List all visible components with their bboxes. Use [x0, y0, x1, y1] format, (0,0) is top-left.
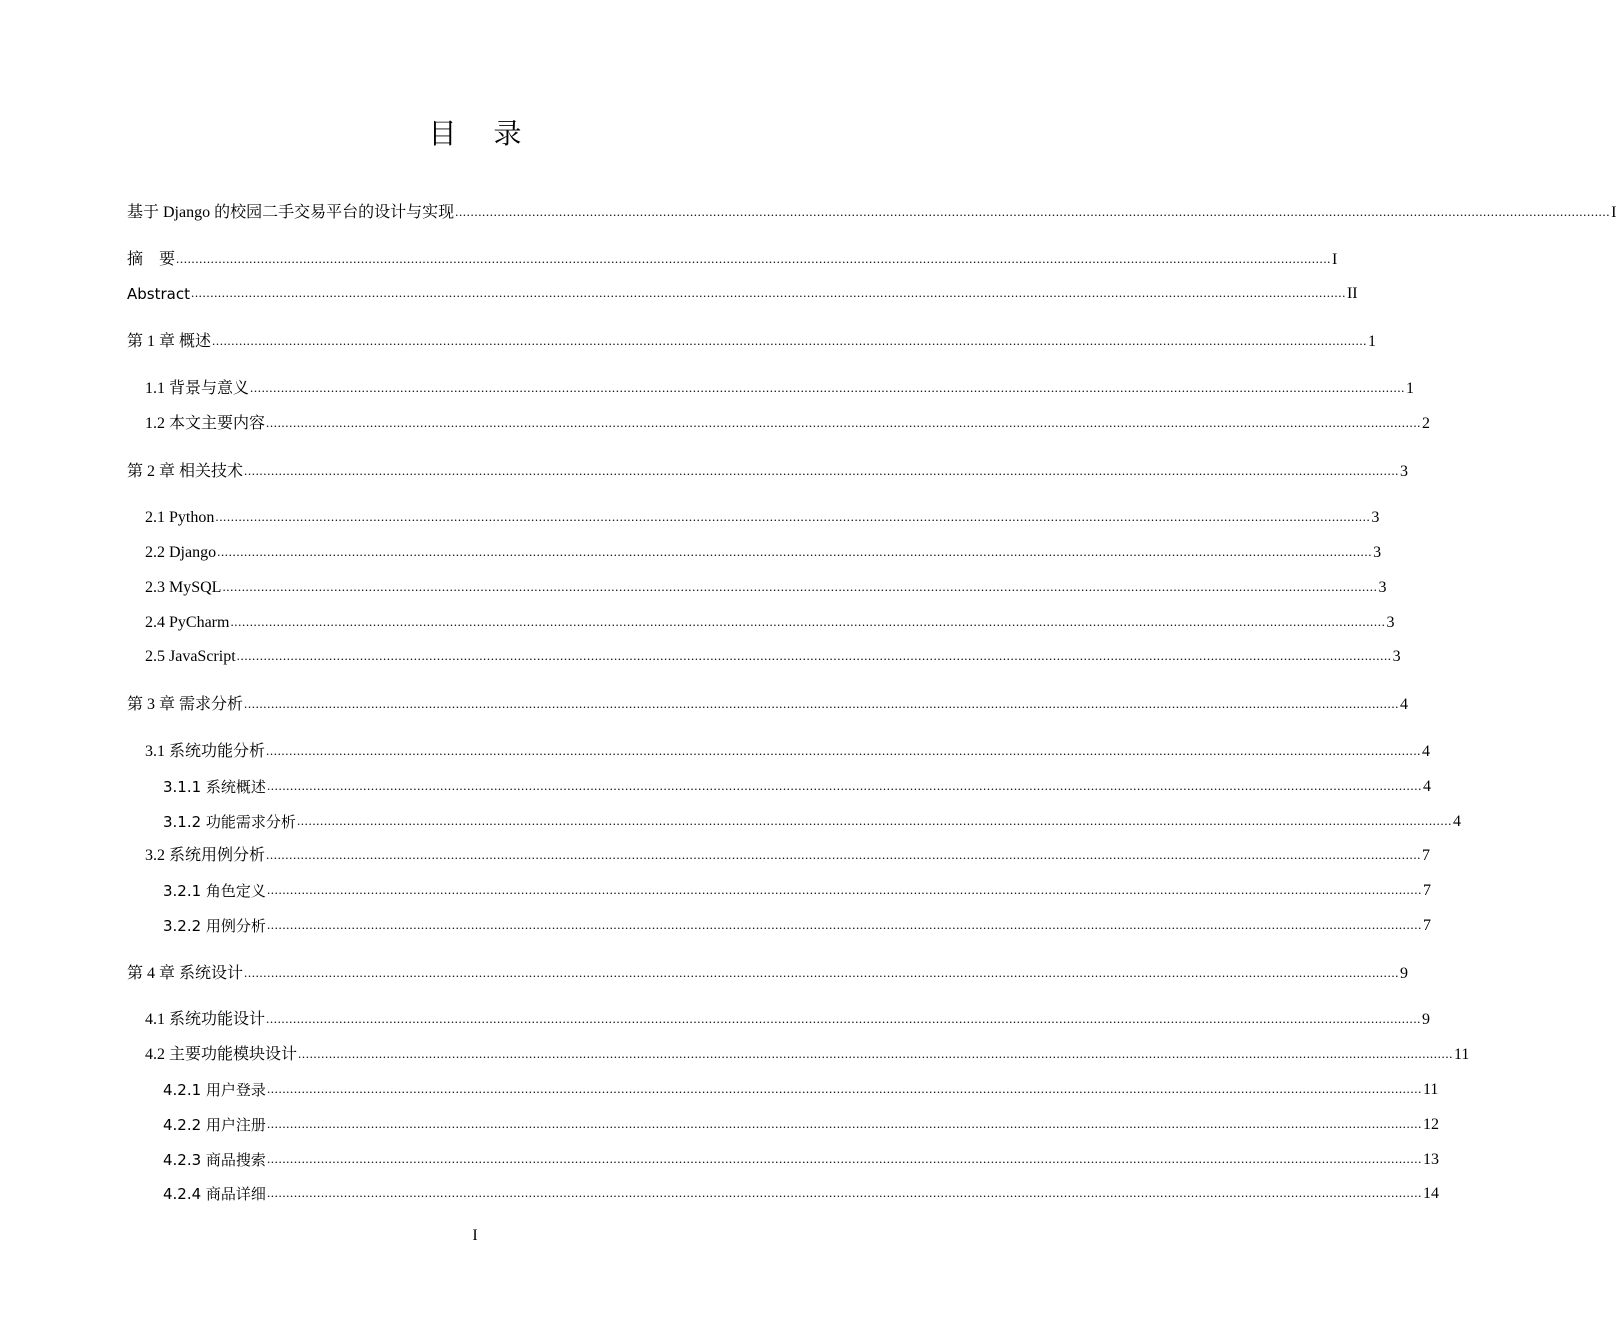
toc-leader: ............................................................................................................................................................................................................................................................................................................ [176, 251, 1332, 266]
toc-leader: ............................................................................................................................................................................................................................................................................................................ [244, 965, 1400, 980]
toc-entry-label: 第 3 章 需求分析 [127, 696, 244, 713]
toc-leader: ............................................................................................................................................................................................................................................................................................................ [266, 415, 1422, 430]
toc-entry-section-1-2[interactable] [145, 412, 1431, 436]
toc-page-number: 13 [1422, 1151, 1439, 1168]
toc-page-number: 4 [1452, 813, 1461, 830]
toc-entry-section-2-5[interactable] [145, 645, 1401, 669]
toc-leader: ............................................................................................................................................................................................................................................................................................................ [266, 1151, 1422, 1166]
toc-leader: ............................................................................................................................................................................................................................................................................................................ [298, 1046, 1454, 1061]
toc-entry-label: 4.2.1 用户登录 [163, 1081, 266, 1099]
toc-page-number: 3 [1378, 579, 1387, 596]
toc-entry-section-2-3[interactable] [145, 576, 1387, 600]
toc-leader: ............................................................................................................................................................................................................................................................................................................ [266, 882, 1422, 897]
toc-entry-label: 1.1 背景与意义 [145, 380, 250, 397]
toc-page-number: 3 [1392, 648, 1401, 665]
toc-entry-section-2-2[interactable] [145, 541, 1382, 565]
toc-leader: ............................................................................................................................................................................................................................................................................................................ [266, 917, 1422, 932]
toc-entry-abstract-cn[interactable] [127, 248, 1338, 272]
toc-entry-chapter-4[interactable] [127, 962, 1409, 986]
toc-entry-section-2-1[interactable] [145, 506, 1380, 530]
toc-page-number: 4 [1400, 696, 1409, 713]
toc-entry-label: 2.4 PyCharm [145, 614, 230, 631]
toc-page-number: 1 [1368, 333, 1377, 350]
toc-entry-title[interactable] [127, 201, 1616, 225]
toc-entry-section-3-2-1[interactable] [163, 879, 1431, 903]
toc-entry-label: 2.3 MySQL [145, 579, 222, 596]
toc-entry-section-4-1[interactable] [145, 1008, 1431, 1032]
toc-entry-chapter-1[interactable] [127, 330, 1377, 354]
toc-page-number: 7 [1422, 917, 1431, 934]
toc-leader: ............................................................................................................................................................................................................................................................................................................ [266, 743, 1422, 758]
toc-page-number: I [1611, 204, 1616, 221]
toc-page-number: 3 [1386, 614, 1395, 631]
toc-page-number: 4 [1422, 743, 1431, 760]
toc-page-number: II [1346, 285, 1358, 302]
toc-leader: ............................................................................................................................................................................................................................................................................................................ [230, 614, 1386, 629]
toc-entry-section-4-2-3[interactable] [163, 1148, 1439, 1172]
toc-entry-label: 第 2 章 相关技术 [127, 463, 244, 480]
toc-leader: ............................................................................................................................................................................................................................................................................................................ [244, 696, 1400, 711]
toc-page-number: 7 [1422, 882, 1431, 899]
toc-entry-label: 第 1 章 概述 [127, 333, 212, 350]
page-footer-number: I [472, 1227, 478, 1244]
toc-entry-label: 摘 要 [127, 251, 176, 268]
toc-entry-label: 3.2 系统用例分析 [145, 847, 266, 864]
toc-leader: ............................................................................................................................................................................................................................................................................................................ [236, 648, 1392, 663]
toc-entry-label: 第 4 章 系统设计 [127, 965, 244, 982]
toc-page-number: 12 [1422, 1116, 1439, 1133]
toc-page-number: 7 [1422, 847, 1431, 864]
toc-page-number: 11 [1422, 1081, 1439, 1098]
toc-leader: ............................................................................................................................................................................................................................................................................................................ [266, 847, 1422, 862]
toc-entry-section-4-2[interactable] [145, 1043, 1470, 1067]
toc-page-number: 14 [1422, 1185, 1439, 1202]
toc-page-number: 9 [1400, 965, 1409, 982]
toc-leader: ............................................................................................................................................................................................................................................................................................................ [266, 1011, 1422, 1026]
toc-leader: ............................................................................................................................................................................................................................................................................................................ [217, 544, 1373, 559]
toc-entry-section-4-2-2[interactable] [163, 1113, 1439, 1137]
toc-page-number: 3 [1400, 463, 1409, 480]
toc-entry-section-4-2-1[interactable] [163, 1078, 1439, 1102]
toc-leader: ............................................................................................................................................................................................................................................................................................................ [212, 333, 1368, 348]
toc-entry-section-1-1[interactable] [145, 377, 1415, 401]
toc-entry-label: 4.2 主要功能模块设计 [145, 1046, 298, 1063]
toc-page-number: 4 [1422, 778, 1431, 795]
toc-entry-section-2-4[interactable] [145, 611, 1395, 635]
toc-page-number: I [1332, 251, 1338, 268]
toc-leader: ............................................................................................................................................................................................................................................................................................................ [455, 204, 1611, 219]
toc-leader: ............................................................................................................................................................................................................................................................................................................ [222, 579, 1378, 594]
toc-entry-label: 4.2.3 商品搜索 [163, 1151, 266, 1169]
toc-entry-label: Abstract [127, 285, 190, 303]
toc-entry-section-4-2-4[interactable] [163, 1182, 1439, 1206]
toc-entry-section-3-1-2[interactable] [163, 810, 1461, 834]
page-title: 目 录 [428, 117, 536, 150]
toc-entry-label: 3.2.1 角色定义 [163, 882, 266, 900]
toc-leader: ............................................................................................................................................................................................................................................................................................................ [266, 778, 1422, 793]
toc-entry-label: 3.1 系统功能分析 [145, 743, 266, 760]
toc-leader: ............................................................................................................................................................................................................................................................................................................ [266, 1081, 1422, 1096]
toc-entry-section-3-2[interactable] [145, 844, 1431, 868]
toc-entry-label: 4.2.4 商品详细 [163, 1185, 266, 1203]
toc-leader: ............................................................................................................................................................................................................................................................................................................ [244, 463, 1400, 478]
toc-entry-section-3-1-1[interactable] [163, 775, 1431, 799]
toc-leader: ............................................................................................................................................................................................................................................................................................................ [215, 509, 1371, 524]
toc-entry-label: 2.5 JavaScript [145, 648, 236, 665]
toc-page-number: 2 [1422, 415, 1431, 432]
toc-entry-chapter-2[interactable] [127, 460, 1409, 484]
toc-entry-label: 3.1.2 功能需求分析 [163, 813, 296, 831]
toc-entry-section-3-1[interactable] [145, 740, 1431, 764]
toc-entry-abstract-en[interactable] [127, 282, 1358, 306]
toc-leader: ............................................................................................................................................................................................................................................................................................................ [190, 285, 1346, 300]
toc-page-number: 9 [1422, 1011, 1431, 1028]
toc-leader: ............................................................................................................................................................................................................................................................................................................ [266, 1185, 1422, 1200]
toc-entry-label: 2.2 Django [145, 544, 217, 561]
toc-entry-section-3-2-2[interactable] [163, 914, 1431, 938]
toc-leader: ............................................................................................................................................................................................................................................................................................................ [266, 1116, 1422, 1131]
toc-entry-label: 4.1 系统功能设计 [145, 1011, 266, 1028]
toc-entry-label: 4.2.2 用户注册 [163, 1116, 266, 1134]
toc-entry-label: 1.2 本文主要内容 [145, 415, 266, 432]
toc-leader: ............................................................................................................................................................................................................................................................................................................ [296, 813, 1452, 828]
toc-page-number: 11 [1454, 1046, 1470, 1063]
toc-entry-label: 3.1.1 系统概述 [163, 778, 266, 796]
toc-page-number: 1 [1406, 380, 1415, 397]
toc-entry-label: 3.2.2 用例分析 [163, 917, 266, 935]
toc-entry-label: 基于 Django 的校园二手交易平台的设计与实现 [127, 204, 455, 221]
toc-page-number: 3 [1373, 544, 1382, 561]
toc-entry-chapter-3[interactable] [127, 693, 1409, 717]
toc-leader: ............................................................................................................................................................................................................................................................................................................ [250, 380, 1406, 395]
toc-entry-label: 2.1 Python [145, 509, 215, 526]
toc-page-number: 3 [1371, 509, 1380, 526]
